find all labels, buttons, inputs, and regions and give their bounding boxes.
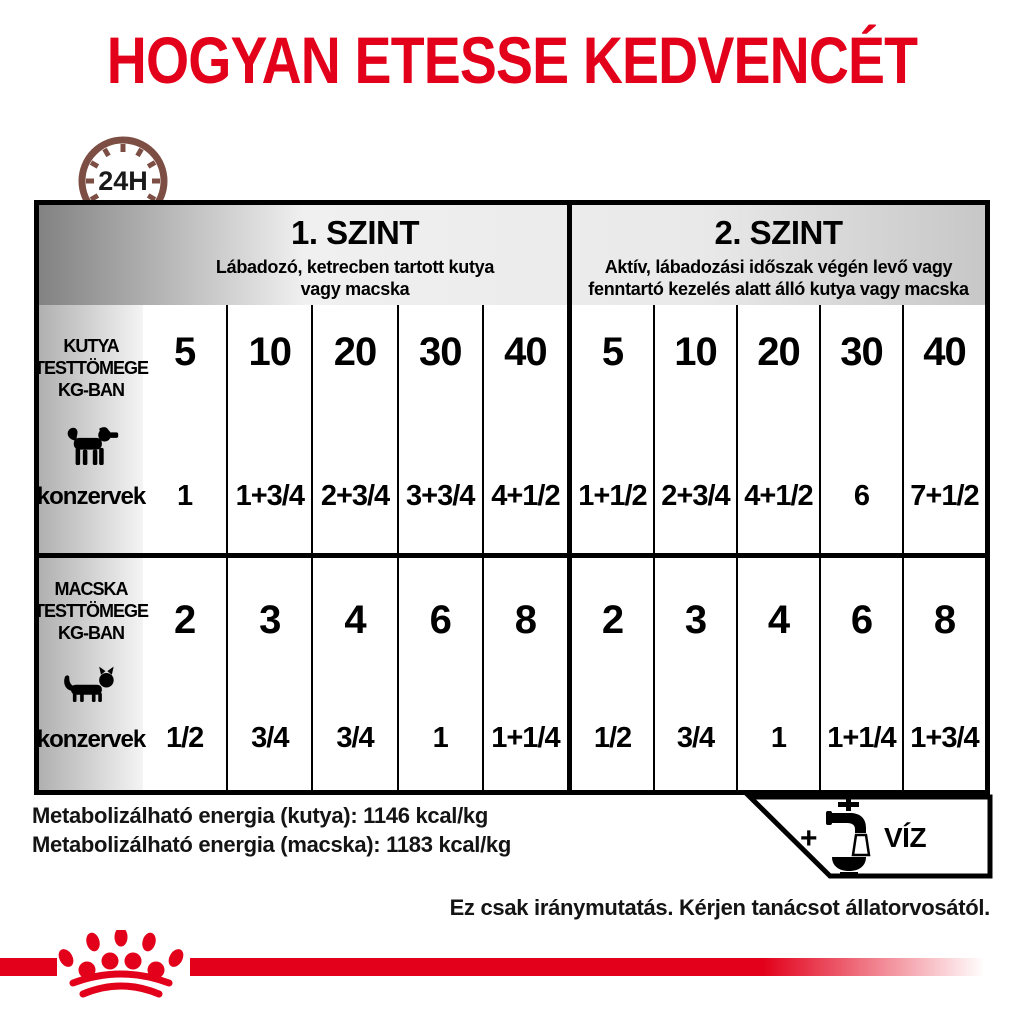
cat-cans-cell: 1/2 xyxy=(593,721,632,754)
dog-level2-cans-row xyxy=(572,399,985,553)
label-line: KG-BAN xyxy=(58,623,124,643)
cat-cans-cell: 3/4 xyxy=(226,682,311,790)
energy-dog-line: Metabolizálható energia (kutya): 1146 kcal/kg xyxy=(32,803,488,828)
24h-clock-label: 24H xyxy=(98,166,148,196)
level2-subtitle: Aktív, lábadozási időszak végén levő vagy fenntartó kezelés alatt álló kutya vagy macska xyxy=(588,257,969,299)
cat-level2-weights-row xyxy=(572,558,985,682)
dog-weight-cell: 40 xyxy=(902,305,985,399)
cat-weight-cell: 6 xyxy=(397,558,482,682)
dog-row-header xyxy=(34,305,149,553)
cat-cans-cell: 1/2 xyxy=(165,721,204,754)
cat-cans-cell: 1 xyxy=(397,682,482,790)
dog-weight-cell: 20 xyxy=(311,305,396,399)
cat-icon xyxy=(62,662,120,702)
cat-row-header xyxy=(34,558,149,790)
level-divider xyxy=(567,205,572,790)
dog-level1-weights-row xyxy=(143,305,567,399)
dog-cans-label: konzervek xyxy=(36,483,146,510)
dog-cans-cell: 4+1/2 xyxy=(736,399,819,553)
cat-cans-label: konzervek xyxy=(36,726,146,753)
page-title: HOGYAN ETESSE KEDVENCÉT xyxy=(106,23,918,97)
dog-cans-cell: 2+3/4 xyxy=(311,399,396,553)
brand-stripe-right xyxy=(190,958,985,976)
cat-section xyxy=(34,558,985,790)
dog-cans-cell: 2+3/4 xyxy=(653,399,736,553)
cat-weight-cell: 2 xyxy=(601,597,624,642)
cat-weight-cell: 6 xyxy=(819,558,902,682)
level2-header xyxy=(572,205,985,305)
dog-icon xyxy=(62,425,120,467)
cat-cans-cell: 3/4 xyxy=(311,682,396,790)
water-label: VÍZ xyxy=(884,822,927,853)
cat-cans-cell: 3/4 xyxy=(653,682,736,790)
dog-cans-cell: 3+3/4 xyxy=(397,399,482,553)
level2-title: 2. SZINT xyxy=(714,214,843,251)
cat-level1-cans-row xyxy=(143,682,567,790)
water-plus-sign: + xyxy=(800,822,818,855)
dog-weight-cell: 5 xyxy=(601,329,624,374)
dog-weight-cell: 10 xyxy=(226,305,311,399)
dog-level2-columns xyxy=(572,305,985,553)
dog-weight-cell: 5 xyxy=(173,329,196,374)
cat-weight-cell: 2 xyxy=(173,597,196,642)
dog-level1-columns xyxy=(143,305,567,553)
level1-title: 1. SZINT xyxy=(290,214,420,251)
cat-weight-cell: 3 xyxy=(226,558,311,682)
dog-section xyxy=(34,305,985,553)
cat-weight-cell: 4 xyxy=(311,558,396,682)
label-line: MACSKA xyxy=(54,579,128,599)
feeding-table xyxy=(34,200,990,795)
label-line: TESTTÖMEGE xyxy=(34,358,149,378)
royal-canin-crown-logo xyxy=(56,930,186,998)
cat-level2-cans-row xyxy=(572,682,985,790)
cat-weight-label xyxy=(34,578,148,644)
label-line: KUTYA xyxy=(63,336,119,356)
cat-cans-cell: 1 xyxy=(736,682,819,790)
cat-level1-columns xyxy=(143,558,567,790)
table-header xyxy=(39,205,985,305)
cat-weight-cell: 4 xyxy=(736,558,819,682)
dog-weight-cell: 10 xyxy=(653,305,736,399)
dog-cans-cell: 1+3/4 xyxy=(226,399,311,553)
cat-cans-cell: 1+1/4 xyxy=(819,682,902,790)
dog-level1-cans-row xyxy=(143,399,567,553)
level1-subtitle: Lábadozó, ketrecben tartott kutya vagy macska xyxy=(215,257,495,299)
dog-cans-cell: 7+1/2 xyxy=(902,399,985,553)
cat-weight-cell: 3 xyxy=(653,558,736,682)
dog-weight-cell: 40 xyxy=(482,305,567,399)
label-line: TESTTÖMEGE xyxy=(34,601,149,621)
level1-header xyxy=(143,205,567,305)
disclaimer-text: Ez csak iránymutatás. Kérjen tanácsot állatorvosától. xyxy=(449,895,990,920)
cat-cans-cell: 1+3/4 xyxy=(902,682,985,790)
dog-weight-cell: 20 xyxy=(736,305,819,399)
dog-weight-cell: 30 xyxy=(819,305,902,399)
energy-cat-line: Metabolizálható energia (macska): 1183 kcal/kg xyxy=(32,832,511,857)
dog-cans-cell: 6 xyxy=(819,399,902,553)
energy-info xyxy=(32,801,511,859)
header-spacer xyxy=(39,205,143,305)
dog-cans-cell: 1+1/2 xyxy=(578,479,647,512)
cat-weight-cell: 8 xyxy=(902,558,985,682)
cat-cans-cell: 1+1/4 xyxy=(482,682,567,790)
brand-stripe-left xyxy=(0,958,57,976)
cat-level2-columns xyxy=(572,558,985,790)
water-faucet-bowl-icon xyxy=(822,799,876,877)
dog-weight-label xyxy=(34,335,148,401)
cat-level1-weights-row xyxy=(143,558,567,682)
dog-cans-cell: 1 xyxy=(177,479,193,512)
label-line: KG-BAN xyxy=(58,380,124,400)
dog-weight-cell: 30 xyxy=(397,305,482,399)
dog-level2-weights-row xyxy=(572,305,985,399)
cat-weight-cell: 8 xyxy=(482,558,567,682)
dog-cans-cell: 4+1/2 xyxy=(482,399,567,553)
